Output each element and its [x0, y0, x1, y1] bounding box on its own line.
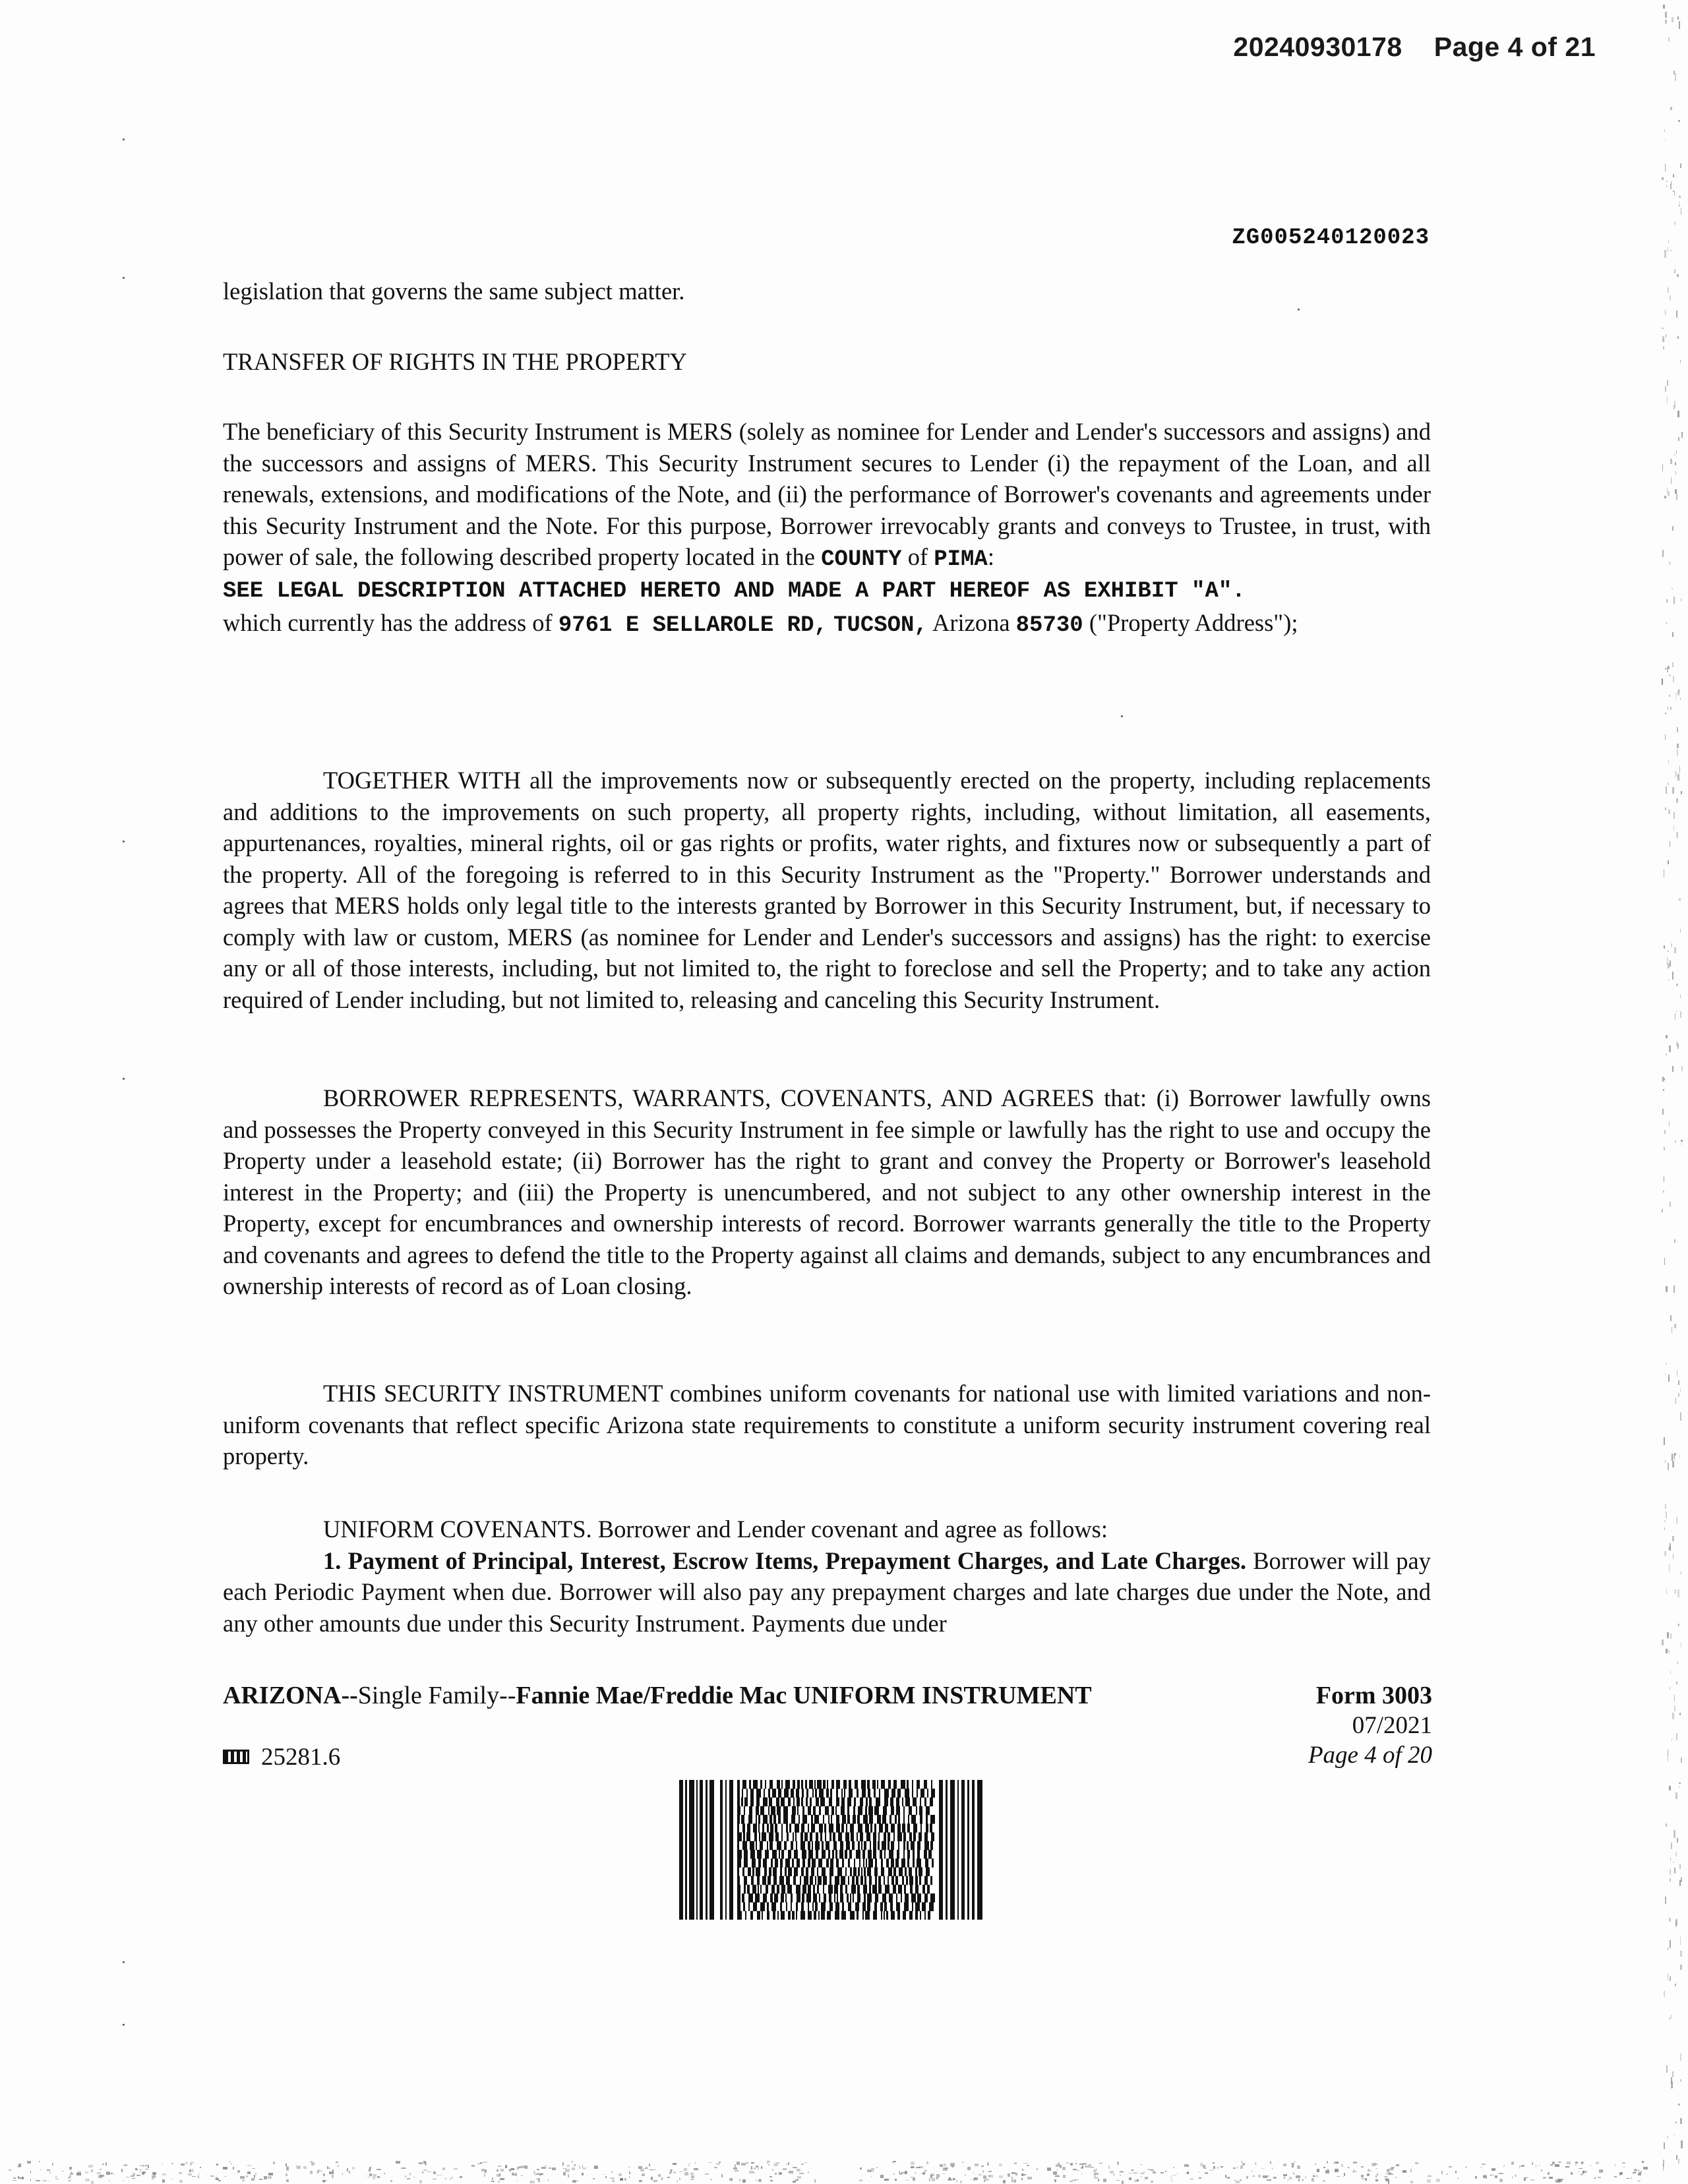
scan-speck [1121, 715, 1123, 717]
scan-speck [123, 2024, 125, 2026]
address-state: Arizona [932, 609, 1010, 636]
property-address-line [223, 607, 1431, 642]
footer-type: Single Family-- [357, 1682, 516, 1709]
paragraph-text: legislation that governs the same subject matter. [223, 278, 685, 305]
section-uniform-covenants [223, 1514, 1431, 1639]
footer-form-title [223, 1681, 1092, 1710]
footer-code [223, 1743, 340, 1771]
footer-code-number: 25281.6 [261, 1744, 341, 1771]
covenant-1-body: Borrower will pay each Periodic Payment when due. Borrower will also pay any prepayment charges and late charges due under the Note, and any other amounts due under this Security Instrument. Payments due under [223, 1547, 1432, 1637]
heading-text: TRANSFER OF RIGHTS IN THE PROPERTY [223, 348, 687, 375]
address-label: ("Property Address"); [1089, 609, 1298, 636]
paragraph-text: The beneficiary of this Security Instrument is MERS (solely as nominee for Lender and Lender's successors and assigns) and the successors and assigns of MERS. This Security Instrument secures to Lender (i) the repayment of the Loan, and all renewals, extensions, and modifications of the Note, and (ii) the performance of Borrower's covenants and agreements under this Security Instrument and the Note. For this purpose, Borrower irrevocably grants and conveys to Trustee, in trust, with power of sale, the following described property located in the COUNTY of PIMA: [223, 418, 1431, 572]
county-label: COUNTY [821, 547, 902, 572]
paragraph-this-security-instrument [223, 1378, 1431, 1472]
paragraph-legislation [223, 276, 1431, 307]
footer-instrument: Fannie Mae/Freddie Mac UNIFORM INSTRUMENT [516, 1682, 1092, 1709]
footer-state: ARIZONA-- [223, 1682, 358, 1709]
scan-speck [123, 841, 125, 842]
recording-number: 20240930178 [1233, 32, 1402, 62]
scan-speck [123, 277, 125, 279]
scan-edge-right [1648, 0, 1688, 2183]
footer-form-info [1308, 1681, 1432, 1770]
paragraph-text: THIS SECURITY INSTRUMENT combines uniform covenants for national use with limited variations and non-uniform covenants that reflect specific Arizona state requirements to constitute a uniform security instrument covering real property. [223, 1380, 1431, 1469]
paragraph-beneficiary [223, 416, 1431, 642]
paragraph-text: UNIFORM COVENANTS. Borrower and Lender covenant and agree as follows: [323, 1516, 1108, 1543]
covenant-1-heading: 1. Payment of Principal, Interest, Escrow Items, Prepayment Charges, and Late Charges. [323, 1547, 1246, 1574]
scan-speck [1298, 309, 1300, 310]
legal-description: SEE LEGAL DESCRIPTION ATTACHED HERETO AND MADE A PART HEREOF AS EXHIBIT "A". [223, 578, 1246, 604]
scan-edge-bottom [0, 2158, 1688, 2183]
paragraph-text: BORROWER REPRESENTS, WARRANTS, COVENANTS, AND AGREES that: (i) Borrower lawfully owns and possesses the Property conveyed in this Security Instrument in fee simple or lawfully has the right to use and occupy the Property under a leasehold estate; (ii) Borrower has the right to grant and convey the Property or Borrower's leasehold interest in the Property; and (iii) the Property is unencumbered, and not subject to any other ownership interest in the Property, except for encumbrances and ownership interests of record. Borrower warrants generally the title to the Property and covenants and agrees to defend the title to the Property against all claims and demands, subject to any encumbrances and ownership interests of record as of Loan closing. [223, 1084, 1431, 1299]
address-city: TUCSON, [833, 613, 928, 638]
recording-page-label: Page 4 of 21 [1433, 32, 1596, 62]
paragraph-text: TOGETHER WITH all the improvements now or subsequently erected on the property, including replacements and additions to the improvements on such property, all property rights, including, without limitation, all easements, appurtenances, royalties, mineral rights, oil or gas rights or profits, water rights, and fixtures now or subsequently a part of the property. All of the foregoing is referred to in this Security Instrument as the "Property." Borrower understands and agrees that MERS holds only legal title to the interests granted by Borrower in this Security Instrument, but, if necessary to comply with law or custom, MERS (as nominee for Lender and Lender's successors and assigns) has the right: to exercise any or all of those interests, including, but not limited to, the right to foreclose and sell the Property; and to take any action required of Lender including, but not limited to, releasing and canceling this Security Instrument. [223, 767, 1431, 1013]
scan-speck [123, 1078, 125, 1080]
address-zip: 85730 [1015, 613, 1083, 638]
ellie-mae-logo-icon [223, 1750, 249, 1764]
covenant-1 [223, 1545, 1431, 1639]
scan-speck [123, 1961, 125, 1963]
paragraph-borrower-represents [223, 1082, 1431, 1302]
county-name: PIMA [934, 547, 988, 572]
pdf417-barcode [679, 1780, 982, 1920]
beneficiary-text: The beneficiary of this Security Instrument is MERS (solely as nominee for Lender and Lender's successors and assigns) and the successors and assigns of MERS. This Security Instrument secures to Lender (i) the repayment of the Loan, and all renewals, extensions, and modifications of the Note, and (ii) the performance of Borrower's covenants and agreements under this Security Instrument and the Note. For this purpose, Borrower irrevocably grants and conveys to Trustee, in trust, with power of sale, the following described property located in the [223, 418, 1431, 570]
of-text: of [907, 543, 928, 570]
footer-form-date: 07/2021 [1352, 1712, 1432, 1739]
address-street: 9761 E SELLAROLE RD, [558, 613, 828, 638]
footer-form-number: Form 3003 [1315, 1682, 1432, 1709]
recording-header [1233, 32, 1596, 63]
scan-speck [123, 138, 125, 140]
paragraph-together-with [223, 765, 1431, 1015]
address-intro: which currently has the address of [223, 609, 553, 636]
footer-page-number: Page 4 of 20 [1308, 1742, 1432, 1769]
loan-number: ZG005240120023 [1232, 225, 1430, 251]
heading-transfer-of-rights [223, 346, 1431, 378]
